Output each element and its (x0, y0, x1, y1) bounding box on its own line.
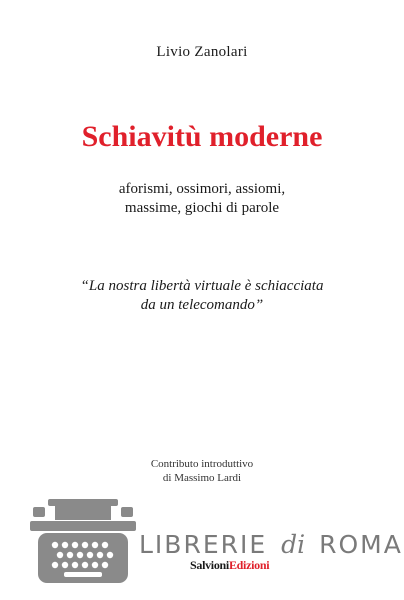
author-name: Livio Zanolari (156, 44, 248, 60)
book-subtitle (0, 180, 404, 218)
brand-word-librerie: LIBRERIE (139, 530, 268, 559)
publisher-name (190, 558, 269, 573)
publisher-part-edizioni: Edizioni (228, 558, 270, 572)
quote-line: “La nostra libertà virtuale è schiacciata (80, 278, 324, 294)
subtitle-line: massime, giochi di parole (124, 200, 280, 216)
brand-word-roma: ROMA (319, 530, 403, 559)
contribution-author: di Massimo Lardi (162, 472, 242, 484)
brand-name (139, 530, 403, 559)
subtitle-line: aforismi, ossimori, assiomi, (118, 181, 286, 197)
typewriter-icon (28, 497, 138, 589)
contribution-label: Contributo introduttivo (150, 458, 254, 470)
quote-line: da un telecomando” (140, 297, 264, 313)
book-title: Schiavitù moderne (81, 120, 323, 153)
contribution-credit (0, 457, 404, 485)
publisher-part-salvioni: Salvioni (190, 558, 229, 572)
epigraph-quote (0, 277, 404, 315)
brand-word-di: di (281, 530, 306, 559)
